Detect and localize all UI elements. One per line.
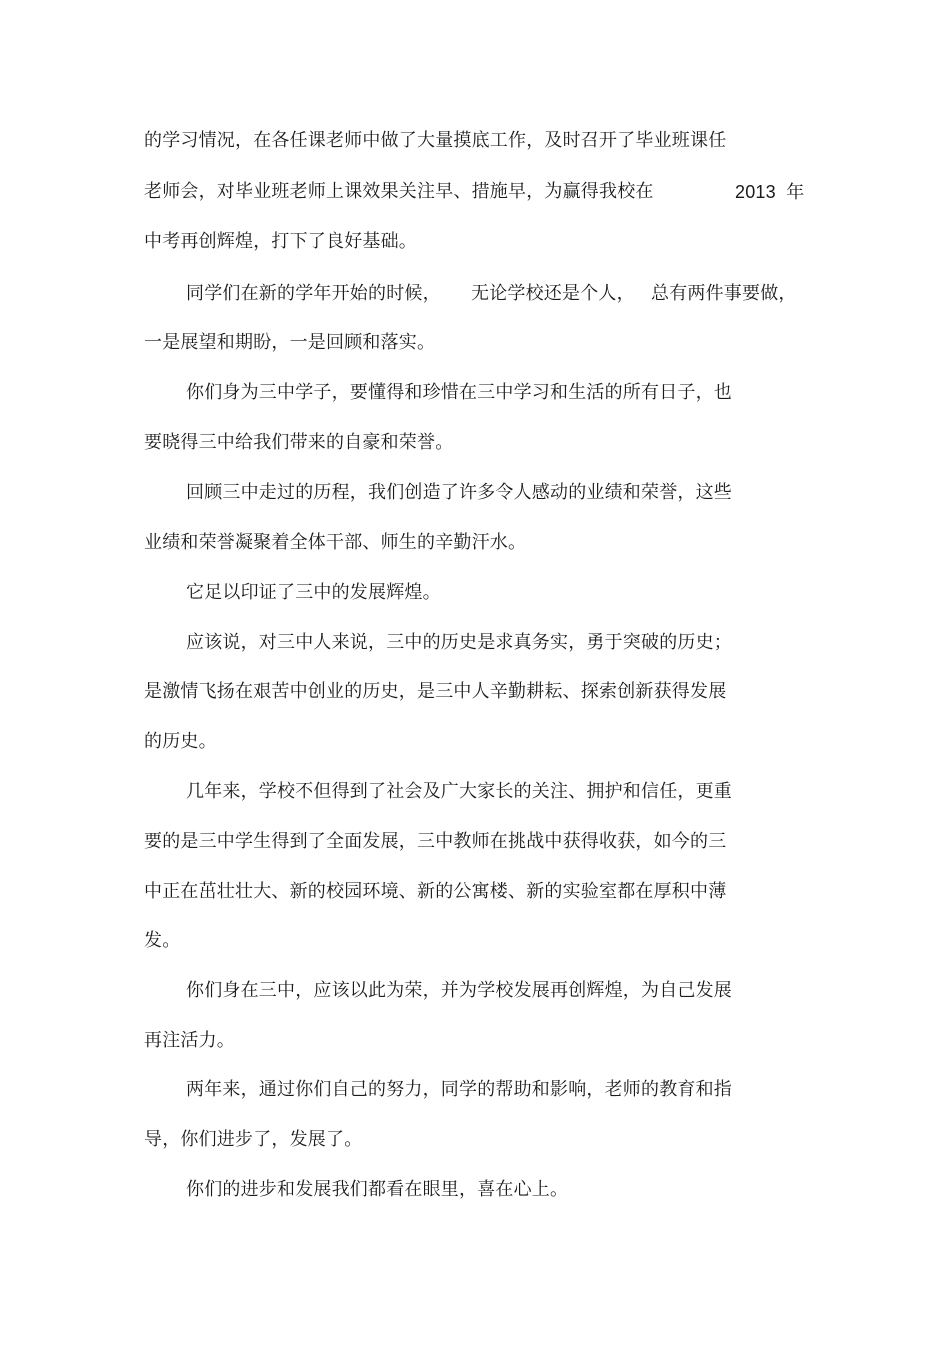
text-line: 老师会，对毕业班老师上课效果关注早、措施早，为赢得我校在 [144, 181, 654, 202]
text-line: 你们身在三中，应该以此为荣，并为学校发展再创辉煌，为自己发展 [186, 980, 732, 1001]
text-line-year: 2013 年 [735, 182, 805, 202]
text-line: 业绩和荣誉凝聚着全体干部、师生的辛勤汗水。 [144, 532, 527, 553]
text-line: 要晓得三中给我们带来的自豪和荣誉。 [144, 432, 454, 453]
text-line: 发。 [144, 930, 181, 951]
text-line: 要的是三中学生得到了全面发展，三中教师在挑战中获得收获，如今的三 [144, 831, 727, 852]
text-line: 无论学校还是个人， [471, 283, 635, 304]
text-line: 导，你们进步了，发展了。 [144, 1129, 363, 1150]
text-line: 你们身为三中学子，要懂得和珍惜在三中学习和生活的所有日子，也 [186, 382, 732, 403]
text-line: 的学习情况，在各任课老师中做了大量摸底工作，及时召开了毕业班课任 [144, 130, 727, 151]
text-line: 两年来，通过你们自己的努力，同学的帮助和影响，老师的教育和指 [186, 1079, 732, 1100]
text-line: 中正在茁壮壮大、新的校园环境、新的公寓楼、新的实验室都在厚积中薄 [144, 881, 727, 902]
text-line: 再注活力。 [144, 1030, 235, 1051]
text-line: 几年来，学校不但得到了社会及广大家长的关注、拥护和信任，更重 [186, 781, 732, 802]
text-line: 的历史。 [144, 731, 217, 752]
text-line: 它足以印证了三中的发展辉煌。 [186, 582, 441, 603]
text-line: 你们的进步和发展我们都看在眼里，喜在心上。 [186, 1179, 569, 1200]
text-line: 一是展望和期盼，一是回顾和落实。 [144, 332, 436, 353]
text-line: 是激情飞扬在艰苦中创业的历史，是三中人辛勤耕耘、探索创新获得发展 [144, 681, 727, 702]
text-line: 回顾三中走过的历程，我们创造了许多令人感动的业绩和荣誉，这些 [186, 482, 732, 503]
text-line: 同学们在新的学年开始的时候， [186, 283, 441, 304]
text-line: 总有两件事要做， [651, 283, 797, 304]
text-line: 应该说，对三中人来说，三中的历史是求真务实，勇于突破的历史； [186, 632, 732, 653]
text-line: 中考再创辉煌，打下了良好基础。 [144, 231, 417, 252]
